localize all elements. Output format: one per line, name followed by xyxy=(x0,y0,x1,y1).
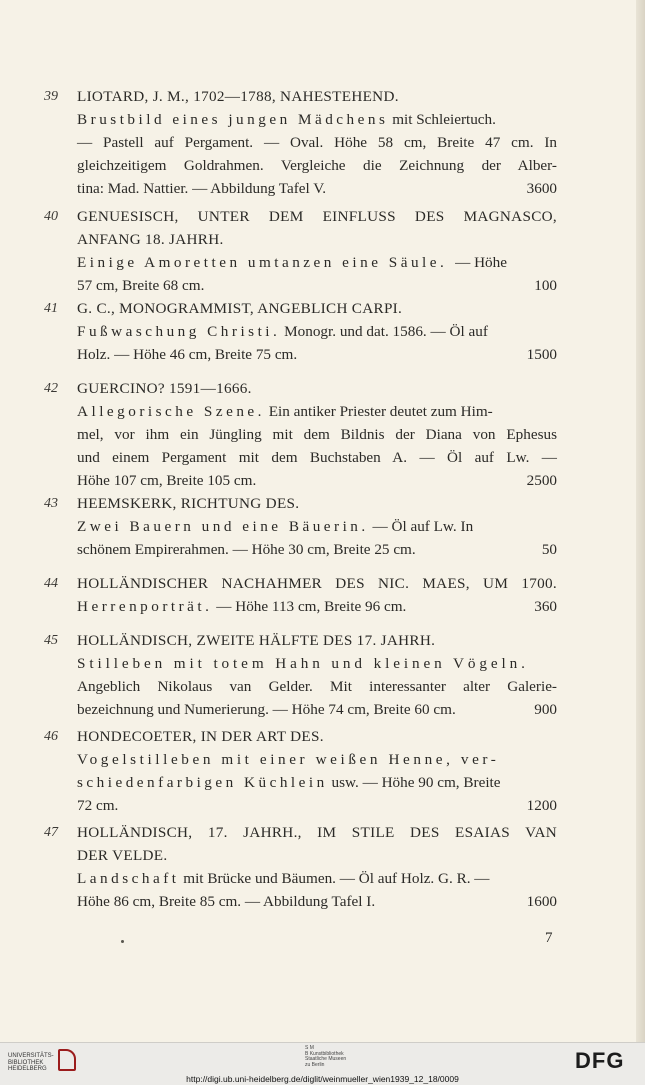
lot-price: 1500 xyxy=(526,346,557,363)
lot-heading: GUERCINO? 1591—1666. xyxy=(77,380,252,397)
lot-description xyxy=(77,320,557,343)
lot-heading: GENUESISCH, UNTER DEM EINFLUSS DES MAGNASCO, xyxy=(77,208,557,225)
lot-text: und einem Pergament mit dem Buchstaben A. — Öl auf Lw. — xyxy=(77,449,557,466)
lot-heading-continued: DER VELDE. xyxy=(77,847,168,864)
lot-text: mit Brücke und Bäumen. — Öl auf Holz. G. R. — xyxy=(183,870,490,887)
lot-text: gleichzeitigem Goldrahmen. Vergleiche die Zeichnung der Alber- xyxy=(77,157,557,174)
lot-text: 57 cm, Breite 68 cm. xyxy=(77,277,205,294)
digitization-footer xyxy=(0,1042,645,1085)
lot-text: bezeichnung und Numerierung. — Höhe 74 cm, Breite 60 cm. xyxy=(77,701,456,718)
page-edge xyxy=(636,0,645,1042)
lot-text: Angeblich Nikolaus van Gelder. Mit interessanter alter Galerie- xyxy=(77,678,557,695)
lot-text: Ein antiker Priester deutet zum Him- xyxy=(268,403,493,420)
lot-title: Stilleben mit totem Hahn und kleinen Vögeln. xyxy=(77,655,529,672)
lot-description xyxy=(77,867,557,890)
lot-description xyxy=(77,251,557,274)
lot-title: Herrenporträt. xyxy=(77,598,213,615)
lot-description xyxy=(77,400,557,423)
lot-number: 44 xyxy=(44,576,58,591)
lot-text: Monogr. und dat. 1586. — Öl auf xyxy=(284,323,488,340)
lot-number: 40 xyxy=(44,209,58,224)
source-url[interactable]: http://digi.ub.uni-heidelberg.de/diglit/weinmueller_wien1939_12_18/0009 xyxy=(186,1074,459,1084)
provenance-stamp xyxy=(305,1046,346,1068)
library-logo xyxy=(8,1053,54,1073)
lot-price: 3600 xyxy=(526,180,557,197)
lot-description xyxy=(77,771,557,794)
lot-text: Höhe 107 cm, Breite 105 cm. xyxy=(77,472,257,489)
lot-heading: HOLLÄNDISCH, ZWEITE HÄLFTE DES 17. JAHRH. xyxy=(77,632,436,649)
library-name-line: BIBLIOTHEK xyxy=(8,1059,44,1066)
lot-number: 41 xyxy=(44,301,58,316)
lot-text: Holz. — Höhe 46 cm, Breite 75 cm. xyxy=(77,346,298,363)
lot-text: Höhe 86 cm, Breite 85 cm. — Abbildung Tafel I. xyxy=(77,893,376,910)
lot-title: Zwei Bauern und eine Bäuerin. xyxy=(77,518,369,535)
lot-number: 43 xyxy=(44,496,58,511)
lot-description xyxy=(77,595,557,618)
lot-title: Brustbild eines jungen Mädchens xyxy=(77,111,389,128)
lot-text: tina: Mad. Nattier. — Abbildung Tafel V. xyxy=(77,180,327,197)
library-emblem-icon xyxy=(58,1049,76,1071)
lot-text: 72 cm. xyxy=(77,797,119,814)
lot-number: 39 xyxy=(44,89,58,104)
stamp-line: S M xyxy=(305,1045,314,1051)
lot-price: 360 xyxy=(534,598,557,615)
lot-text: mel, vor ihm ein Jüngling mit dem Bildnis der Diana von Ephesus xyxy=(77,426,557,443)
lot-text: — Höhe 113 cm, Breite 96 cm. xyxy=(216,598,407,615)
library-name-line: UNIVERSITÄTS- xyxy=(8,1053,54,1059)
lot-text: mit Schleiertuch. xyxy=(392,111,496,128)
lot-price: 1600 xyxy=(526,893,557,910)
lot-number: 42 xyxy=(44,381,58,396)
lot-text: — Pastell auf Pergament. — Oval. Höhe 58 cm, Breite 47 cm. In xyxy=(77,134,557,151)
lot-text: schönem Empirerahmen. — Höhe 30 cm, Breite 25 cm. xyxy=(77,541,416,558)
lot-text: — Höhe xyxy=(455,254,507,271)
lot-price: 900 xyxy=(534,701,557,718)
lot-heading: G. C., MONOGRAMMIST, ANGEBLICH CARPI. xyxy=(77,300,403,317)
lot-price: 2500 xyxy=(526,472,557,489)
lot-text: — Öl auf Lw. In xyxy=(372,518,474,535)
lot-price: 50 xyxy=(541,541,557,558)
dfg-logo: DFG xyxy=(575,1048,625,1073)
lot-text: usw. — Höhe 90 cm, Breite xyxy=(331,774,501,791)
library-name-line: HEIDELBERG xyxy=(8,1066,47,1072)
lot-title: Einige Amoretten umtanzen eine Säule. xyxy=(77,254,448,271)
page-number: 7 xyxy=(545,930,553,946)
lot-description xyxy=(77,515,557,538)
lot-title: Allegorische Szene. xyxy=(77,403,265,420)
lot-heading: HEEMSKERK, RICHTUNG DES. xyxy=(77,495,300,512)
lot-number: 46 xyxy=(44,729,58,744)
lot-heading: HOLLÄNDISCH, 17. JAHRH., IM STILE DES ESAIAS VAN xyxy=(77,824,557,841)
lot-title: Vogelstilleben mit einer weißen Henne, ver- xyxy=(77,751,500,768)
lot-title-continued: schiedenfarbigen Küchlein xyxy=(77,774,328,791)
lot-heading: HONDECOETER, IN DER ART DES. xyxy=(77,728,324,745)
stamp-line: zu Berlin xyxy=(305,1061,325,1068)
lot-price: 1200 xyxy=(526,797,557,814)
ink-dot xyxy=(121,940,124,943)
lot-heading-continued: ANFANG 18. JAHRH. xyxy=(77,231,224,248)
lot-number: 45 xyxy=(44,633,58,648)
stamp-line: B Kunstbibliothek xyxy=(305,1050,344,1057)
lot-number: 47 xyxy=(44,825,58,840)
stamp-line: Staatliche Museen xyxy=(305,1056,347,1063)
lot-description xyxy=(77,108,557,131)
lot-price: 100 xyxy=(534,277,557,294)
lot-title: Landschaft xyxy=(77,870,180,887)
lot-heading: HOLLÄNDISCHER NACHAHMER DES NIC. MAES, UM 1700. xyxy=(77,575,557,592)
lot-title: Fußwaschung Christi. xyxy=(77,323,281,340)
lot-heading: LIOTARD, J. M., 1702—1788, NAHESTEHEND. xyxy=(77,88,399,105)
